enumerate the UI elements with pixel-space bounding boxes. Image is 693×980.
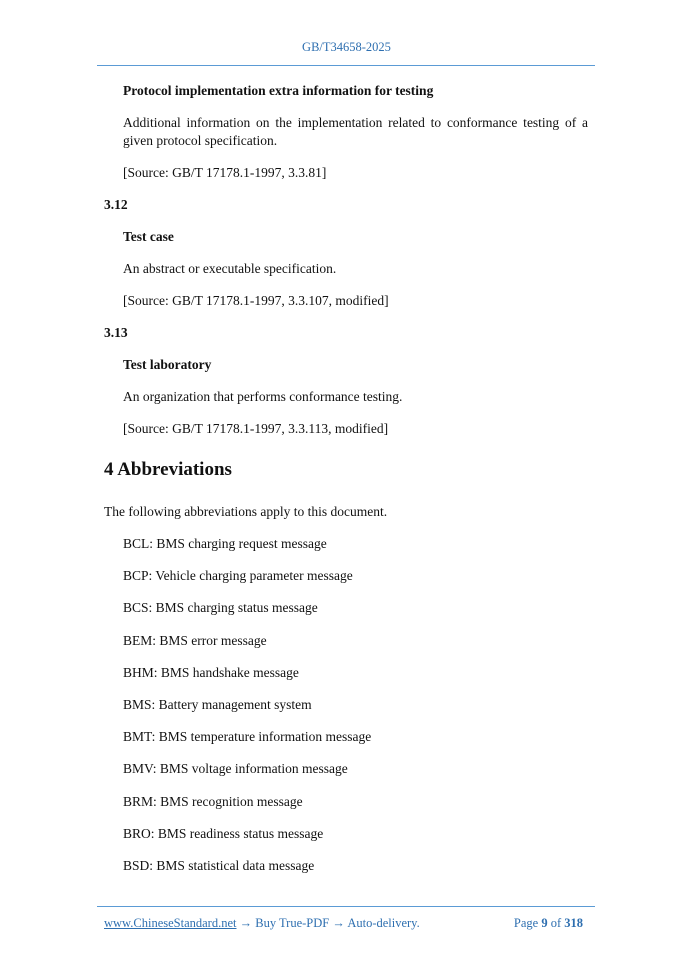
- current-page-number: 9: [541, 916, 548, 930]
- term-test-laboratory: Test laboratory: [123, 357, 212, 372]
- buy-true-pdf-link[interactable]: Buy True-PDF: [255, 916, 330, 930]
- chinesestandard-link[interactable]: www.ChineseStandard.net: [104, 916, 237, 930]
- footer-divider: [97, 906, 595, 907]
- abbreviation-item: BSD: BMS statistical data message: [123, 857, 315, 873]
- abbreviations-intro: The following abbreviations apply to this document.: [104, 504, 388, 519]
- abbreviation-item: BEM: BMS error message: [123, 632, 267, 648]
- section-title-abbreviations: 4 Abbreviations: [104, 459, 232, 480]
- source-3-12: [Source: GB/T 17178.1-1997, 3.3.107, modified]: [123, 293, 389, 308]
- abbreviation-item: BMS: Battery management system: [123, 696, 312, 712]
- total-page-count: 318: [564, 916, 583, 930]
- footer-promo: [104, 916, 420, 931]
- abbreviation-item: BMV: BMS voltage information message: [123, 761, 348, 777]
- abbreviation-item: BRM: BMS recognition message: [123, 793, 303, 809]
- of-label: of: [550, 916, 562, 930]
- abbreviation-list: [123, 535, 371, 889]
- source-3-11: [Source: GB/T 17178.1-1997, 3.3.81]: [123, 165, 327, 180]
- term-protocol-implementation: Protocol implementation extra information for testing: [123, 83, 434, 98]
- abbreviation-item: BCS: BMS charging status message: [123, 600, 318, 616]
- clause-number-3-13: 3.13: [104, 325, 128, 340]
- auto-delivery-text: Auto-delivery.: [347, 916, 420, 930]
- document-code-header: GB/T34658-2025: [302, 40, 391, 54]
- abbreviation-item: BMT: BMS temperature information message: [123, 729, 372, 745]
- abbreviation-item: BRO: BMS readiness status message: [123, 825, 324, 841]
- definition-protocol-implementation: Additional information on the implementation related to conformance testing of a given protocol specification.: [123, 115, 588, 148]
- abbreviation-item: BCP: Vehicle charging parameter message: [123, 568, 353, 584]
- arrow-right-icon: →: [332, 916, 345, 930]
- abbreviation-item: BCL: BMS charging request message: [123, 536, 327, 551]
- page-label: Page: [513, 916, 539, 930]
- source-3-13: [Source: GB/T 17178.1-1997, 3.3.113, modified]: [123, 421, 389, 436]
- abbreviation-item: BHM: BMS handshake message: [123, 664, 299, 680]
- term-test-case: Test case: [123, 229, 174, 244]
- header-divider: [97, 65, 595, 66]
- definition-test-case: An abstract or executable specification.: [123, 261, 337, 276]
- page-indicator: [514, 916, 583, 931]
- definition-test-laboratory: An organization that performs conformance testing.: [123, 389, 403, 404]
- clause-number-3-12: 3.12: [104, 197, 128, 212]
- arrow-right-icon: →: [239, 916, 253, 930]
